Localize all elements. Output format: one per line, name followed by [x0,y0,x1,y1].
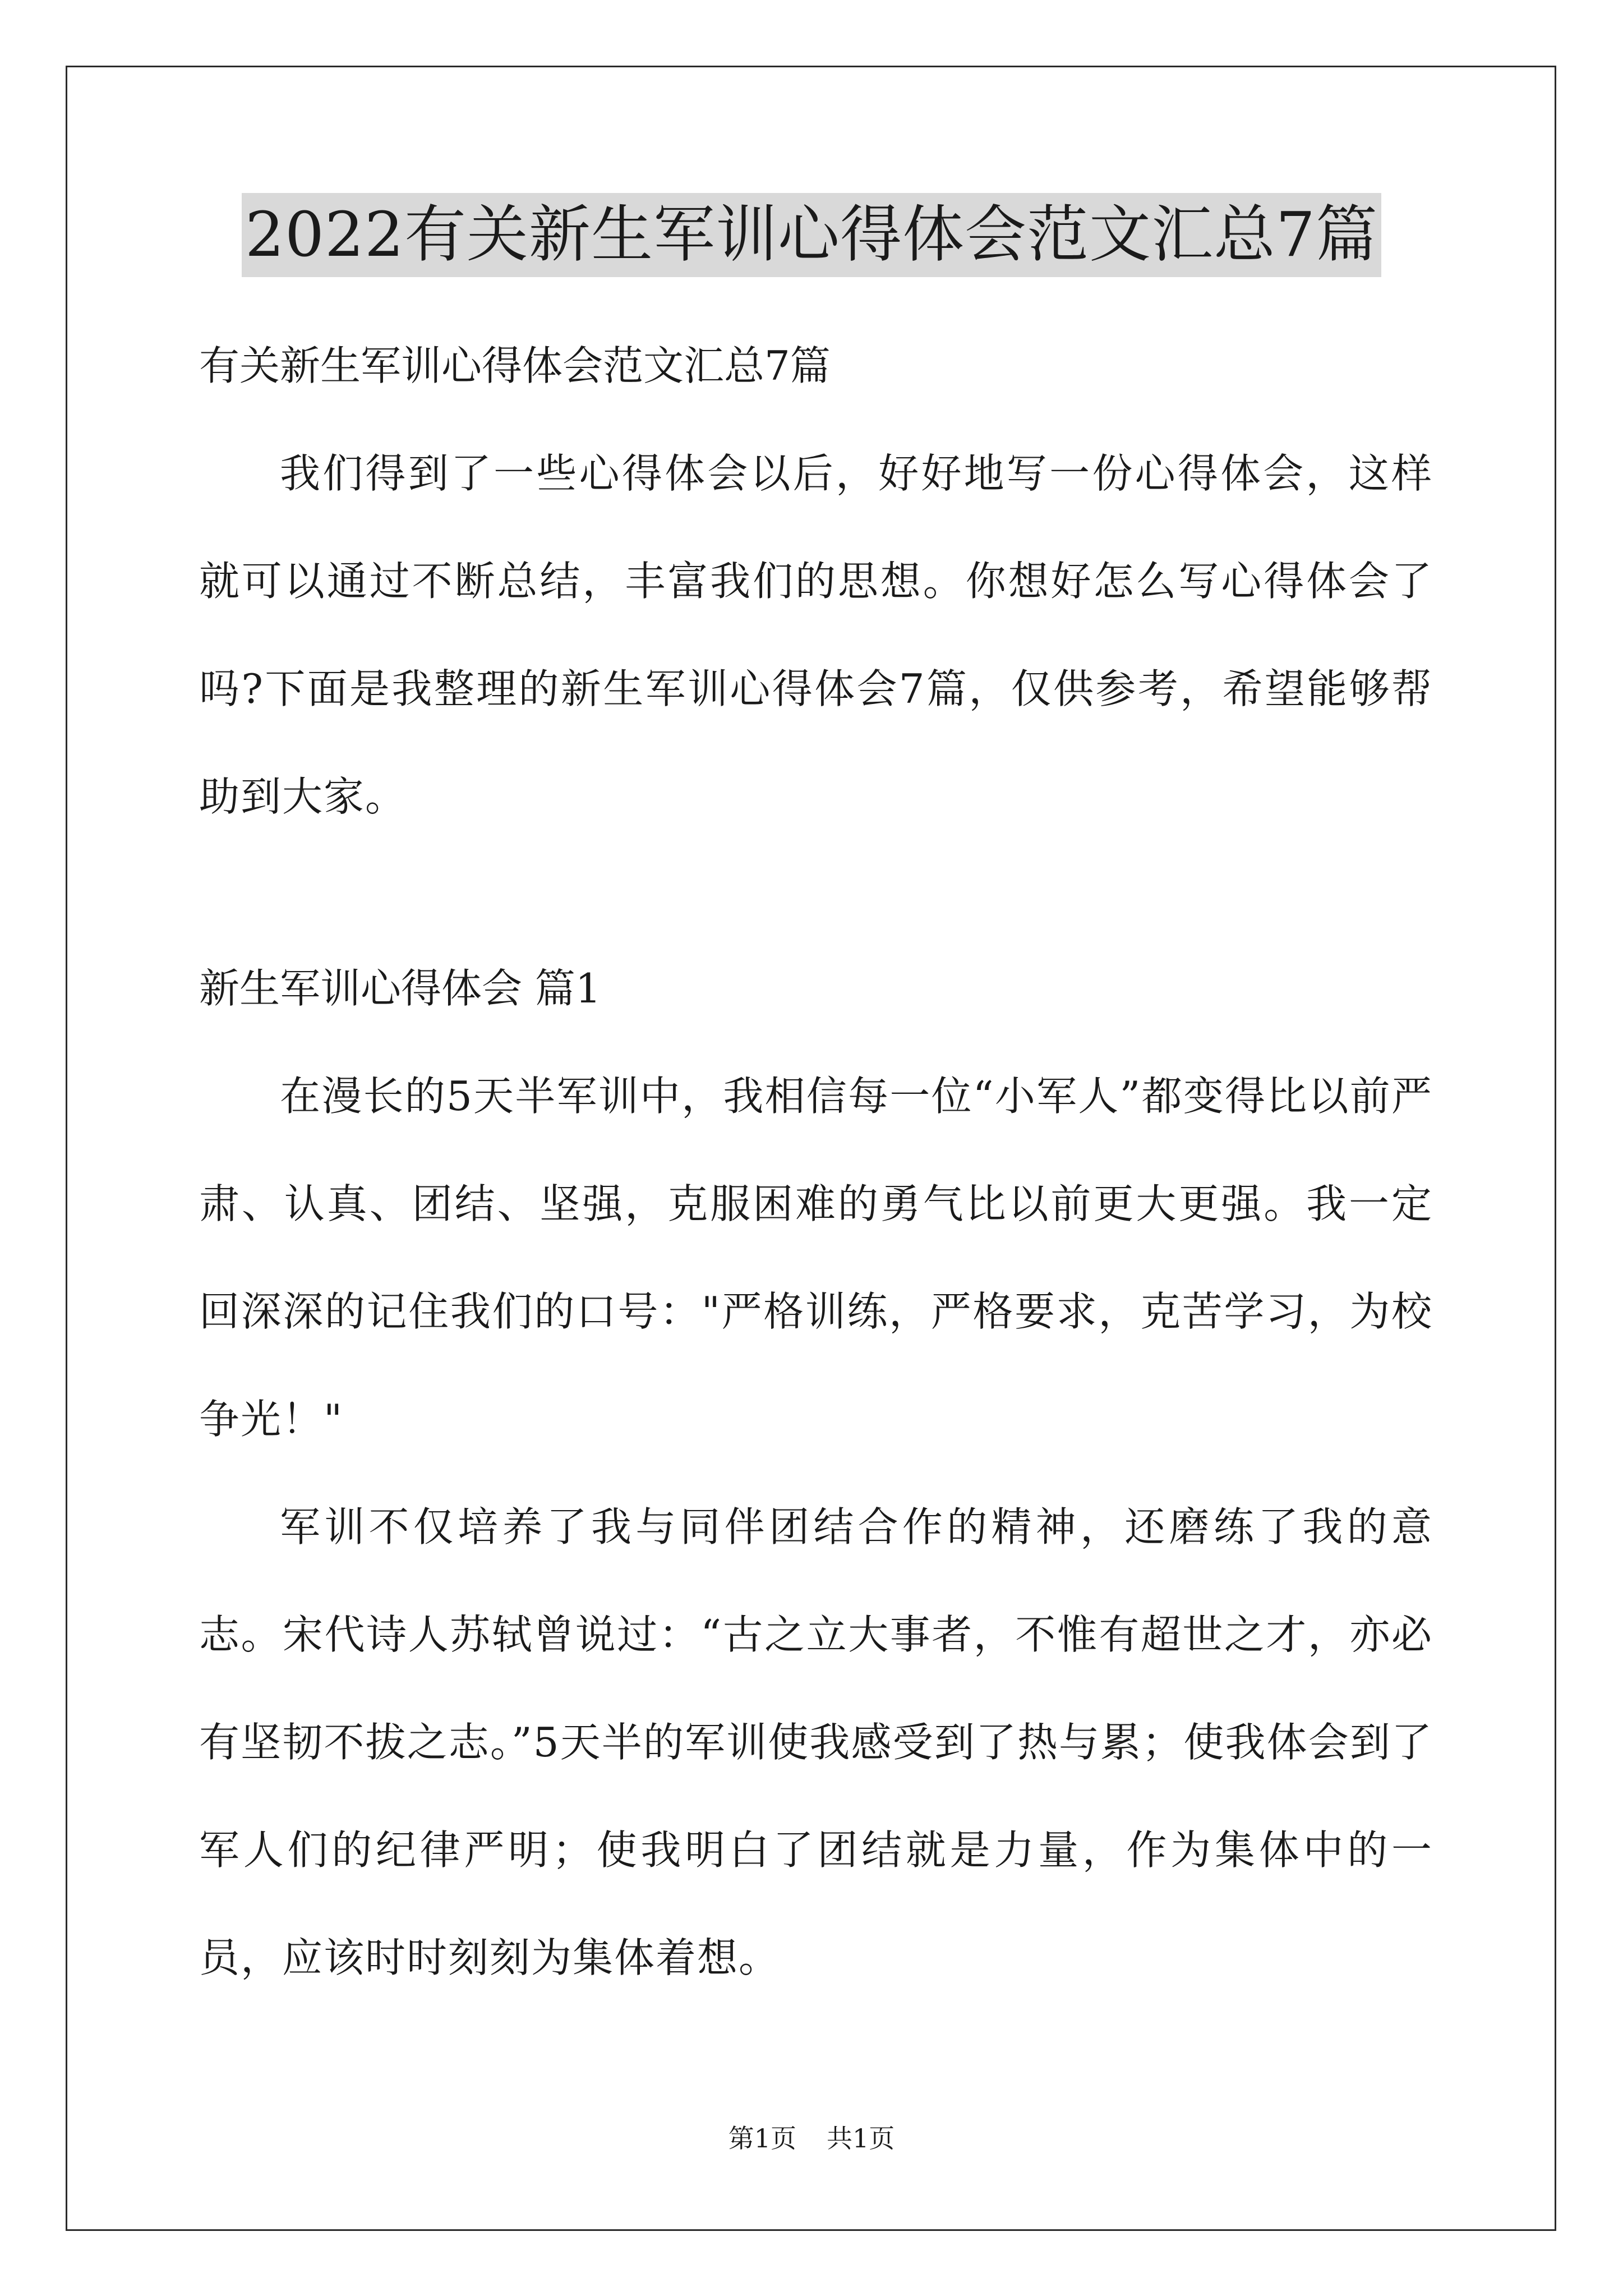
document-body [199,312,1433,2012]
intro-paragraph: 我们得到了一些心得体会以后，好好地写一份心得体会，这样就可以通过不断总结，丰富我们的思想。你想好怎么写心得体会了吗?下面是我整理的新生军训心得体会7篇，仅供参考，希望能够帮助到大家。 [199,450,1433,820]
document-title [0,196,1623,274]
page-number-current: 第1页 [728,2123,796,2154]
section-gap [199,850,1433,935]
section-heading: 新生军训心得体会 篇1 [199,965,601,1012]
body-paragraph-1: 在漫长的5天半军训中，我相信每一位“小军人”都变得比以前严肃、认真、团结、坚强，克服困难的勇气比以前更大更强。我一定回深深的记住我们的口号："严格训练，严格要求，克苦学习，为校争光！" [199,1073,1433,1443]
page-number-total: 共1页 [827,2123,895,2154]
document-subtitle: 有关新生军训心得体会范文汇总7篇 [199,342,831,389]
document-title-text: 2022有关新生军训心得体会范文汇总7篇 [242,193,1381,277]
body-paragraph-2: 军训不仅培养了我与同伴团结合作的精神，还磨练了我的意志。宋代诗人苏轼曾说过：“古之立大事者，不惟有超世之才，亦必有坚韧不拔之志。”5天半的军训使我感受到了热与累；使我体会到了军人们的纪律严明；使我明白了团结就是力量，作为集体中的一员，应该时时刻刻为集体着想。 [199,1503,1433,1981]
page-footer [0,2123,1623,2154]
